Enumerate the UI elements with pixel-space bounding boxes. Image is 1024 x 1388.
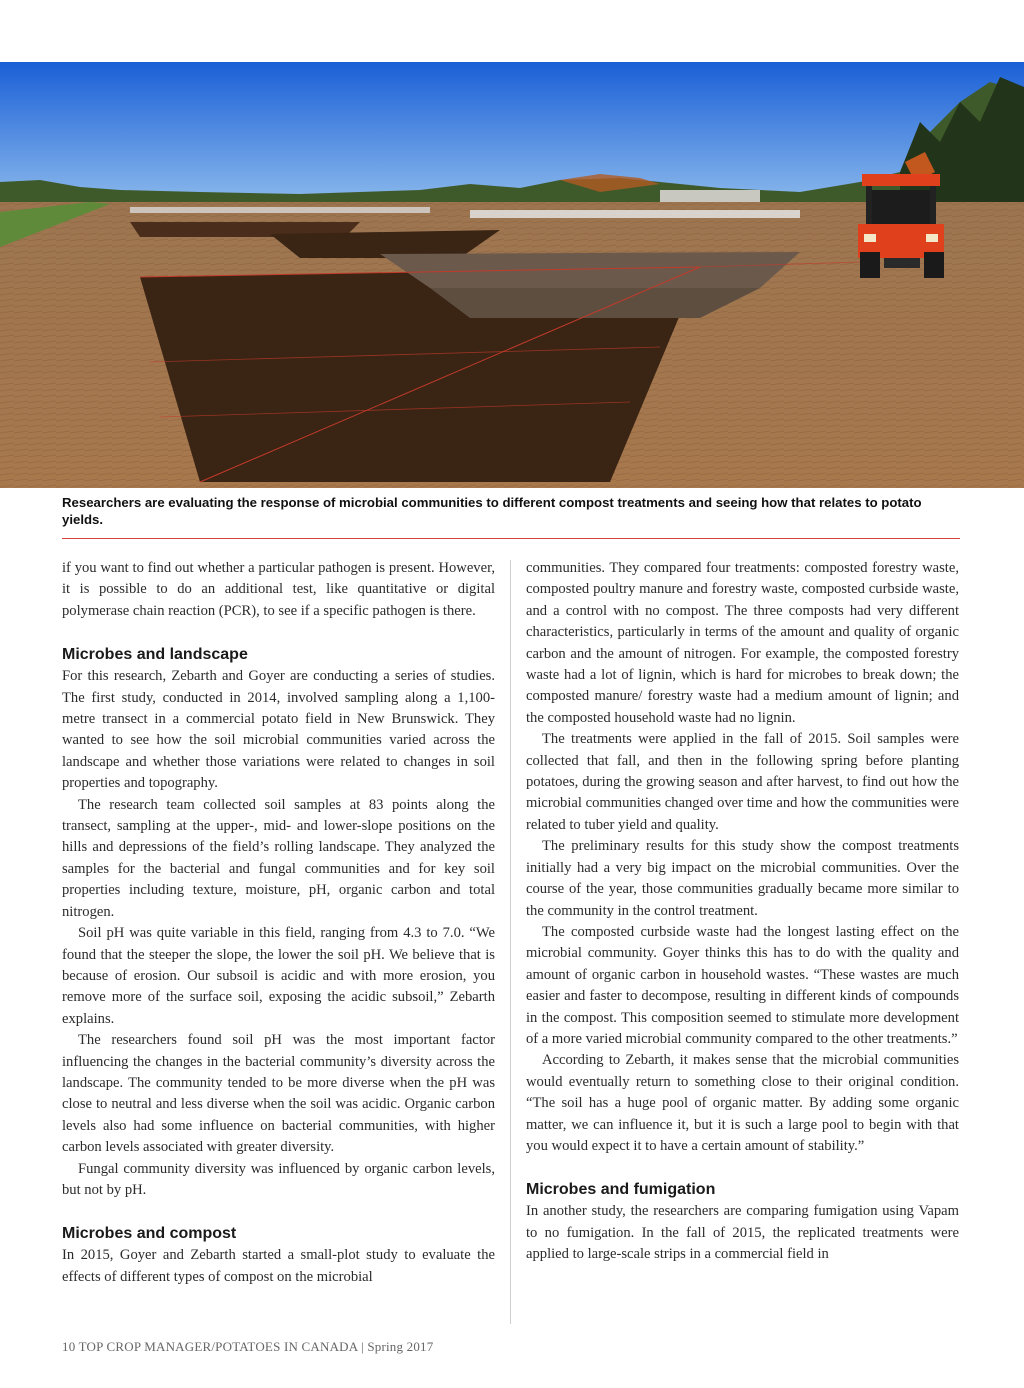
right-column [526,558,959,1266]
caption-rule [62,538,960,539]
column-divider [510,560,511,1324]
paragraph: In 2015, Goyer and Zebarth started a small-plot study to evaluate the effects of different types of compost on the microbial [62,1247,495,1285]
paragraph: The preliminary results for this study show the compost treatments initially had a very big impact on the microbial communities. Over the course of the year, those communities gradually became more similar to the community in the control treatment. [526,838,959,919]
paragraph: Fungal community diversity was influenced by organic carbon levels, but not by pH. [62,1160,495,1198]
field-photo [0,62,1024,488]
field-photo-icon [0,62,1024,488]
paragraph: In another study, the researchers are comparing fumigation using Vapam to no fumigation. In the fall of 2015, the replicated treatments were applied to large-scale strips in a commercial field in [526,1203,959,1263]
left-column [62,558,495,1288]
paragraph: According to Zebarth, it makes sense that the microbial communities would eventually return to something close to their original condition. “The soil has a huge pool of organic matter. By adding some organic matter, we can influence it, but it is such a large pool to begin with that you would expect it to have a certain amount of stability.” [526,1052,959,1154]
paragraph: communities. They compared four treatments: composted forestry waste, composted poultry manure and forestry waste, composted curbside waste, and a control with no compost. The three composts had very different characteristics, particularly in terms of the amount and quality of organic carbon and the amount of nitrogen. For example, the composted forestry waste had a lot of lignin, which is hard for microbes to break down; the composted manure/ forestry waste had a medium amount of lignin; and the composted household waste had no lignin. [526,560,959,726]
section-heading: Microbes and compost [62,1225,237,1243]
section-heading: Microbes and landscape [62,646,248,664]
page-folio: 10 TOP CROP MANAGER/POTATOES IN CANADA | Spring 2017 [62,1339,434,1354]
paragraph: For this research, Zebarth and Goyer are conducting a series of studies. The first study, conducted in 2014, involved sampling along a 1,100-metre transect in a commercial potato field in New Brunswick. They wanted to see how the soil microbial communities varied across the landscape and whether those variations were related to changes in soil properties and topography. [62,668,495,792]
paragraph: The treatments were applied in the fall of 2015. Soil samples were collected that fall, and then in the following spring before planting potatoes, during the growing season and after harvest, to find out how the microbial communities changed over time and how the communities were related to tuber yield and quality. [526,731,959,833]
paragraph: The research team collected soil samples at 83 points along the transect, sampling at the upper-, mid- and lower-slope positions on the hills and depressions of the field’s rolling landscape. They analyzed the samples for the bacterial and fungal communities and for key soil properties including texture, moisture, pH, organic carbon and total nitrogen. [62,796,495,920]
paragraph: Soil pH was quite variable in this field, ranging from 4.3 to 7.0. “We found that the steeper the slope, the lower the soil pH. We believe that is because of erosion. Our subsoil is acidic and with more erosion, you remove more of the surface soil, exposing the acidic subsoil,” Zebarth explains. [62,925,495,1027]
paragraph: The researchers found soil pH was the most important factor influencing the changes in the bacterial community’s diversity across the landscape. The community tended to be more diverse when the pH was close to neutral and less diverse when the soil was acidic. Organic carbon levels also had some influence on bacterial communities, with higher carbon levels associated with greater diversity. [62,1032,495,1156]
paragraph: The composted curbside waste had the longest lasting effect on the microbial community. Goyer thinks this has to do with the quality and amount of organic carbon in household wastes. “These wastes are much easier and faster to decompose, resulting in different kinds of compounds in the compost. This composition seemed to stimulate more development of a more varied microbial community compared to the other treatments.” [526,923,959,1047]
photo-caption: Researchers are evaluating the response of microbial communities to different compost treatments and seeing how that relates to potato yields. [62,495,922,527]
paragraph: if you want to find out whether a particular pathogen is present. However, it is possible to do an additional test, like quantitative or digital polymerase chain reaction (PCR), to see if a specific pathogen is there. [62,560,495,619]
section-heading: Microbes and fumigation [526,1181,716,1199]
